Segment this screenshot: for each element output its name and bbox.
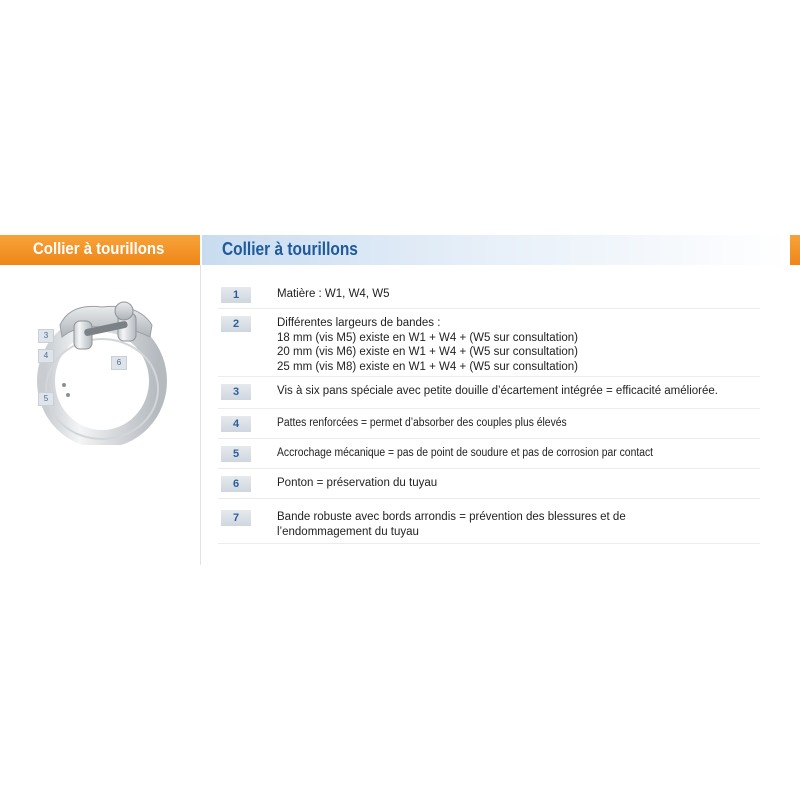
feature-text xyxy=(277,384,718,399)
left-header-bar xyxy=(0,235,200,265)
feature-number: 3 xyxy=(221,384,251,400)
header-edge-accent xyxy=(790,235,800,265)
feature-row xyxy=(218,476,760,499)
right-header-title: Collier à tourillons xyxy=(222,239,358,259)
feature-text xyxy=(277,510,626,539)
feature-row xyxy=(218,416,760,439)
feature-number: 2 xyxy=(221,316,251,332)
feature-line: Différentes largeurs de bandes : xyxy=(277,317,441,329)
feature-line: 20 mm (vis M6) existe en W1 + W4 + (W5 sur consultation) xyxy=(277,346,579,358)
feature-line: 25 mm (vis M8) existe en W1 + W4 + (W5 sur consultation) xyxy=(277,360,579,373)
feature-row xyxy=(218,510,760,544)
feature-text xyxy=(277,416,567,431)
feature-number: 7 xyxy=(221,510,251,526)
callout-4: 4 xyxy=(38,349,54,363)
feature-line: Pattes renforcées = permet d’absorber des couples plus élevés xyxy=(277,417,567,429)
feature-row xyxy=(218,316,760,377)
left-header-title: Collier à tourillons xyxy=(33,239,165,258)
column-divider xyxy=(200,265,201,565)
feature-number: 6 xyxy=(221,476,251,492)
feature-line: Matière : W1, W4, W5 xyxy=(277,288,390,300)
right-header-bar xyxy=(202,235,790,265)
feature-row xyxy=(218,287,760,309)
feature-number: 5 xyxy=(221,446,251,462)
feature-number: 1 xyxy=(221,287,251,303)
feature-line: Ponton = préservation du tuyau xyxy=(277,477,438,489)
feature-line: 18 mm (vis M5) existe en W1 + W4 + (W5 sur consultation) xyxy=(277,331,579,344)
callout-3: 3 xyxy=(38,329,54,343)
feature-line: l’endommagement du tuyau xyxy=(277,525,419,538)
feature-row xyxy=(218,384,760,409)
feature-line: Vis à six pans spéciale avec petite douille d’écartement intégrée = efficacité améliorée. xyxy=(277,385,718,397)
feature-text xyxy=(277,316,578,374)
feature-text xyxy=(277,476,437,491)
feature-row xyxy=(218,446,760,469)
hose-clamp-illustration xyxy=(30,285,170,445)
callout-6: 6 xyxy=(111,356,127,370)
feature-number: 4 xyxy=(221,416,251,432)
feature-line: Accrochage mécanique = pas de point de soudure et pas de corrosion par contact xyxy=(277,447,654,459)
feature-text xyxy=(277,287,389,302)
feature-text xyxy=(277,446,653,461)
feature-line: Bande robuste avec bords arrondis = prévention des blessures et de xyxy=(277,511,626,523)
callout-5: 5 xyxy=(38,392,54,406)
